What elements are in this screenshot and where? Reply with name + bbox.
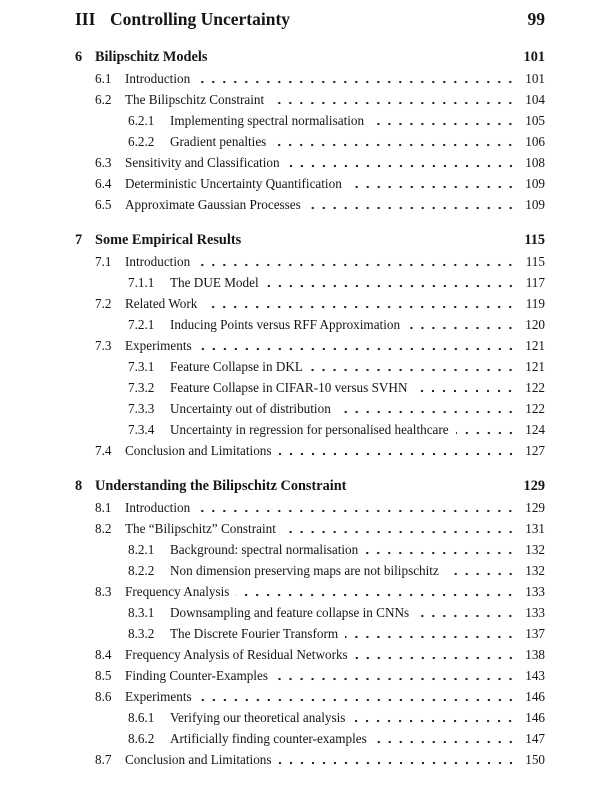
section-number: 7.4 <box>95 443 112 458</box>
section-title: Verifying our theoretical analysis <box>170 710 346 725</box>
section-number: 8.3.1 <box>128 605 155 620</box>
chapter-number: 6 <box>75 49 83 65</box>
section-number: 6.5 <box>95 197 112 212</box>
section-number: 6.2.1 <box>128 113 155 128</box>
section-page-number: 109 <box>525 176 545 191</box>
section-title: Downsampling and feature collapse in CNNs <box>170 605 410 620</box>
dot-leader <box>197 68 516 89</box>
section-title: Background: spectral normalisation <box>170 542 359 557</box>
part-number: III <box>75 9 96 29</box>
section-entry <box>75 440 545 461</box>
section-page-number: 146 <box>525 710 545 725</box>
dot-leader <box>287 152 516 173</box>
dot-leader <box>197 251 516 272</box>
dot-leader <box>279 440 516 461</box>
section-number: 6.2.2 <box>128 134 155 149</box>
section-number: 8.4 <box>95 647 112 662</box>
dot-leader <box>310 356 516 377</box>
dot-leader <box>275 665 516 686</box>
subsection-entry <box>75 560 545 581</box>
section-number: 7.3.1 <box>128 359 155 374</box>
section-entry <box>75 581 545 602</box>
section-page-number: 121 <box>525 338 545 353</box>
section-number: 8.2.1 <box>128 542 155 557</box>
section-entry <box>75 686 545 707</box>
section-number: 6.4 <box>95 176 112 191</box>
section-page-number: 137 <box>525 626 545 641</box>
subsection-entry <box>75 272 545 293</box>
subsection-entry <box>75 131 545 152</box>
part-heading <box>75 6 545 32</box>
section-title: Uncertainty out of distribution <box>170 401 331 416</box>
dot-leader <box>204 293 516 314</box>
section-entry <box>75 644 545 665</box>
section-entry <box>75 173 545 194</box>
dot-leader <box>279 749 516 770</box>
section-entry <box>75 194 545 215</box>
chapter-title: Some Empirical Results <box>95 232 242 248</box>
dot-leader <box>365 539 516 560</box>
section-number: 8.6 <box>95 689 112 704</box>
section-title: Implementing spectral normalisation <box>170 113 365 128</box>
subsection-entry <box>75 398 545 419</box>
section-title: Introduction <box>125 71 191 86</box>
section-page-number: 127 <box>525 443 545 458</box>
chapter-title: Understanding the Bilipschitz Constraint <box>95 478 347 494</box>
dot-leader <box>197 497 516 518</box>
section-page-number: 106 <box>525 134 545 149</box>
section-page-number: 120 <box>525 317 545 332</box>
section-title: Conclusion and Limitations <box>125 443 272 458</box>
section-page-number: 105 <box>525 113 545 128</box>
dot-leader <box>283 518 516 539</box>
dot-leader <box>407 314 516 335</box>
dot-leader <box>199 686 516 707</box>
section-number: 7.3.2 <box>128 380 155 395</box>
subsection-entry <box>75 356 545 377</box>
section-title: Frequency Analysis <box>125 584 230 599</box>
dot-leader <box>271 89 516 110</box>
dot-leader <box>199 335 516 356</box>
section-entry <box>75 518 545 539</box>
section-page-number: 117 <box>525 275 545 290</box>
section-number: 6.3 <box>95 155 112 170</box>
section-entry <box>75 89 545 110</box>
section-page-number: 138 <box>525 647 545 662</box>
section-number: 8.5 <box>95 668 112 683</box>
chapter-entry <box>75 230 545 251</box>
section-title: Introduction <box>125 254 191 269</box>
section-number: 7.2 <box>95 296 112 311</box>
section-page-number: 121 <box>525 359 545 374</box>
section-number: 7.3.3 <box>128 401 155 416</box>
section-page-number: 146 <box>525 689 545 704</box>
subsection-entry <box>75 728 545 749</box>
section-page-number: 104 <box>525 92 545 107</box>
section-title: Approximate Gaussian Processes <box>125 197 301 212</box>
chapter-page-number: 129 <box>523 478 545 494</box>
section-title: Non dimension preserving maps are not bilipschitz <box>170 563 439 578</box>
subsection-entry <box>75 707 545 728</box>
section-page-number: 133 <box>525 584 545 599</box>
section-title: Deterministic Uncertainty Quantification <box>125 176 342 191</box>
section-number: 6.2 <box>95 92 112 107</box>
spacer <box>207 47 521 68</box>
section-title: The DUE Model <box>170 275 259 290</box>
subsection-entry <box>75 314 545 335</box>
section-title: Artificially finding counter-examples <box>170 731 367 746</box>
chapter-page-number: 115 <box>524 232 545 248</box>
section-page-number: 119 <box>525 296 545 311</box>
section-page-number: 124 <box>525 422 545 437</box>
section-page-number: 133 <box>525 605 545 620</box>
section-number: 8.2.2 <box>128 563 155 578</box>
section-number: 7.1.1 <box>128 275 155 290</box>
spacer <box>241 230 521 251</box>
section-title: Sensitivity and Classification <box>125 155 280 170</box>
section-page-number: 143 <box>525 668 545 683</box>
section-entry <box>75 293 545 314</box>
chapter-page-number: 101 <box>523 49 545 65</box>
section-entry <box>75 251 545 272</box>
section-entry <box>75 335 545 356</box>
dot-leader <box>236 581 516 602</box>
section-entry <box>75 665 545 686</box>
section-number: 8.7 <box>95 752 112 767</box>
section-page-number: 129 <box>525 500 545 515</box>
dot-leader <box>273 131 516 152</box>
section-number: 8.6.1 <box>128 710 155 725</box>
section-number: 8.2 <box>95 521 112 536</box>
dot-leader <box>266 272 516 293</box>
subsection-entry <box>75 110 545 131</box>
chapter-entry <box>75 47 545 68</box>
section-number: 8.1 <box>95 500 112 515</box>
chapter-number: 8 <box>75 478 83 494</box>
section-number: 7.1 <box>95 254 112 269</box>
section-number: 6.1 <box>95 71 112 86</box>
subsection-entry <box>75 539 545 560</box>
section-entry <box>75 68 545 89</box>
dot-leader <box>345 623 516 644</box>
section-page-number: 109 <box>525 197 545 212</box>
section-title: Inducing Points versus RFF Approximation <box>170 317 401 332</box>
section-page-number: 122 <box>525 380 545 395</box>
section-entry <box>75 497 545 518</box>
section-page-number: 132 <box>525 563 545 578</box>
dot-leader <box>456 419 516 440</box>
subsection-entry <box>75 623 545 644</box>
section-number: 7.2.1 <box>128 317 155 332</box>
toc-entries <box>75 47 545 770</box>
section-entry <box>75 152 545 173</box>
section-number: 8.3 <box>95 584 112 599</box>
section-title: Uncertainty in regression for personalised healthcare <box>170 422 449 437</box>
section-title: The Discrete Fourier Transform <box>170 626 339 641</box>
chapter-number: 7 <box>75 232 83 248</box>
subsection-entry <box>75 377 545 398</box>
part-page-number: 99 <box>527 9 545 29</box>
section-number: 8.6.2 <box>128 731 155 746</box>
dot-leader <box>352 707 516 728</box>
section-title: Finding Counter-Examples <box>125 668 268 683</box>
section-page-number: 132 <box>525 542 545 557</box>
dot-leader <box>416 602 516 623</box>
section-title: The “Bilipschitz” Constraint <box>125 521 276 536</box>
section-page-number: 150 <box>525 752 545 767</box>
section-title: Feature Collapse in CIFAR-10 versus SVHN <box>170 380 408 395</box>
dot-leader <box>355 644 516 665</box>
section-entry <box>75 749 545 770</box>
section-title: Experiments <box>125 689 192 704</box>
section-page-number: 147 <box>525 731 545 746</box>
subsection-entry <box>75 602 545 623</box>
dot-leader <box>371 110 516 131</box>
section-page-number: 122 <box>525 401 545 416</box>
dot-leader <box>338 398 516 419</box>
section-number: 8.3.2 <box>128 626 155 641</box>
chapter-entry <box>75 476 545 497</box>
section-title: The Bilipschitz Constraint <box>125 92 265 107</box>
spacer <box>346 476 521 497</box>
dot-leader <box>446 560 516 581</box>
section-title: Related Work <box>125 296 198 311</box>
chapter-title: Bilipschitz Models <box>95 49 208 65</box>
section-page-number: 108 <box>525 155 545 170</box>
section-title: Conclusion and Limitations <box>125 752 272 767</box>
section-page-number: 101 <box>525 71 545 86</box>
section-page-number: 115 <box>525 254 545 269</box>
dot-leader <box>374 728 516 749</box>
dot-leader <box>414 377 516 398</box>
section-number: 7.3 <box>95 338 112 353</box>
section-number: 7.3.4 <box>128 422 155 437</box>
section-title: Gradient penalties <box>170 134 267 149</box>
subsection-entry <box>75 419 545 440</box>
part-title: Controlling Uncertainty <box>110 9 291 29</box>
dot-leader <box>349 173 516 194</box>
dot-leader <box>308 194 516 215</box>
section-title: Experiments <box>125 338 192 353</box>
section-title: Introduction <box>125 500 191 515</box>
section-title: Feature Collapse in DKL <box>170 359 303 374</box>
section-page-number: 131 <box>525 521 545 536</box>
section-title: Frequency Analysis of Residual Networks <box>125 647 348 662</box>
